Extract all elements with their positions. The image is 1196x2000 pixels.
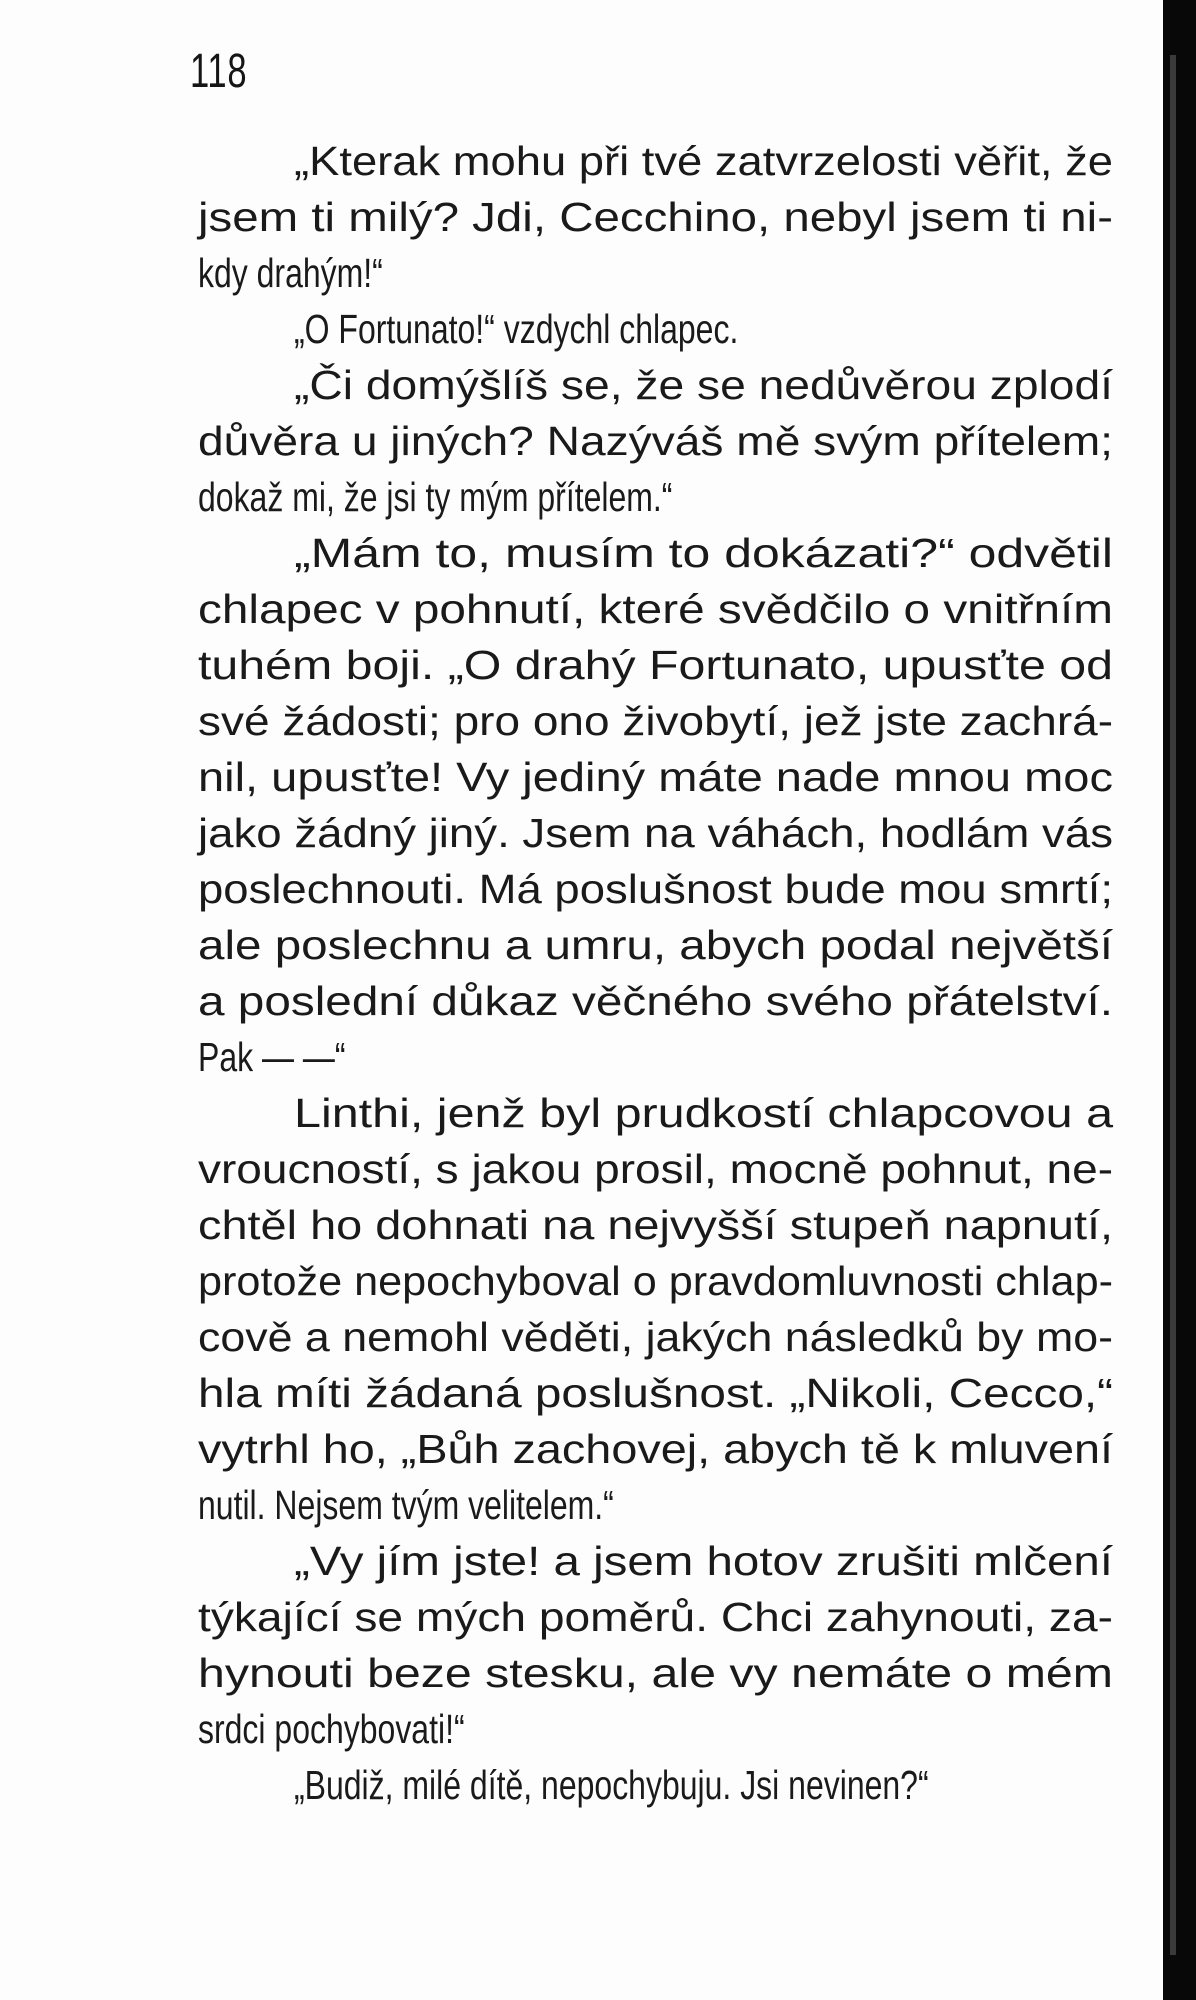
- text-line: vytrhl ho, „Bůh zachovej, abych tě k mluvení: [198, 1426, 1114, 1472]
- text-line: a poslední důkaz věčného svého přátelství.: [198, 978, 1113, 1024]
- text-line: hynouti beze stesku, ale vy nemáte o mém: [198, 1650, 1113, 1696]
- text-line: kdy drahým!“: [198, 250, 383, 296]
- page-number: 118: [190, 45, 248, 98]
- text-line: nutil. Nejsem tvým velitelem.“: [198, 1482, 614, 1528]
- paragraph: [198, 525, 1113, 1085]
- text-line: týkající se mých poměrů. Chci zahynouti, za-: [198, 1594, 1114, 1640]
- text-line: Pak — —“: [198, 1034, 346, 1080]
- text-line: „Vy jím jste! a jsem hotov zrušiti mlčení: [294, 1538, 1113, 1584]
- book-spine: [1163, 0, 1196, 2000]
- text-line: srdci pochybovati!“: [198, 1706, 465, 1752]
- paragraph: [198, 357, 1113, 525]
- text-line: poslechnouti. Má poslušnost bude mou smrtí;: [198, 866, 1114, 912]
- text-line: dokaž mi, že jsi ty mým přítelem.“: [198, 474, 673, 520]
- text-line: chlapec v pohnutí, které svědčilo o vnitřním: [198, 586, 1114, 632]
- text-line: nil, upusťte! Vy jediný máte nade mnou moc: [198, 754, 1113, 800]
- body-text: [198, 133, 1113, 1813]
- text-line: „O Fortunato!“ vzdychl chlapec.: [294, 306, 739, 352]
- paragraph: [198, 1085, 1113, 1533]
- text-line: hla míti žádaná poslušnost. „Nikoli, Cecco,“: [198, 1370, 1114, 1416]
- text-line: své žádosti; pro ono živobytí, jež jste zachrá-: [198, 698, 1114, 744]
- text-line: cově a nemohl věděti, jakých následků by mo-: [198, 1314, 1113, 1360]
- text-line: tuhém boji. „O drahý Fortunato, upusťte od: [198, 642, 1113, 688]
- text-line: Linthi, jenž byl prudkostí chlapcovou a: [294, 1090, 1114, 1136]
- paragraph: [198, 133, 1113, 301]
- text-line: jako žádný jiný. Jsem na váhách, hodlám vás: [198, 810, 1114, 856]
- paragraph: [198, 1757, 1113, 1813]
- text-line: „Či domýšlíš se, že se nedůvěrou zplodí: [294, 362, 1113, 408]
- text-line: „Budiž, milé dítě, nepochybuju. Jsi nevinen?“: [294, 1762, 929, 1808]
- text-line: chtěl ho dohnati na nejvyšší stupeň napnutí,: [198, 1202, 1114, 1248]
- text-line: „Mám to, musím to dokázati?“ odvětil: [294, 530, 1113, 576]
- text-line: důvěra u jiných? Nazýváš mě svým přítelem;: [198, 418, 1113, 464]
- text-line: protože nepochyboval o pravdomluvnosti chlap-: [198, 1258, 1113, 1304]
- paragraph: [198, 1533, 1113, 1757]
- text-line: vroucností, s jakou prosil, mocně pohnut, ne-: [198, 1146, 1114, 1192]
- text-line: jsem ti milý? Jdi, Cecchino, nebyl jsem ti ni-: [198, 194, 1114, 240]
- paragraph: [198, 301, 1113, 357]
- text-line: ale poslechnu a umru, abych podal největší: [198, 922, 1114, 968]
- page-edge: [1170, 55, 1176, 1955]
- text-line: „Kterak mohu při tvé zatvrzelosti věřit, že: [294, 138, 1114, 184]
